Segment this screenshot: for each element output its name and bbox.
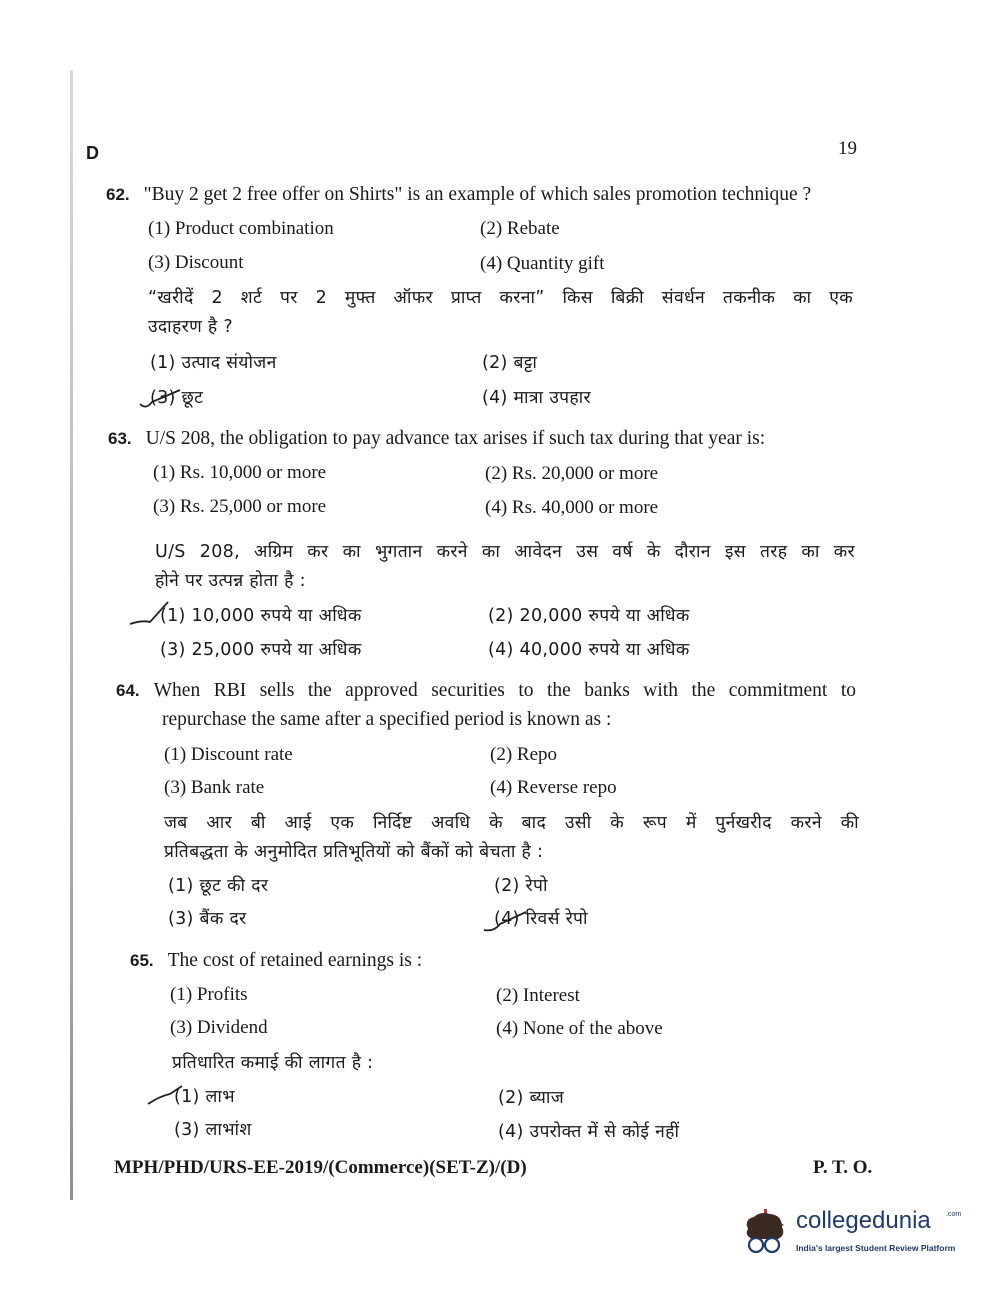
option-en-2: (2) Interest	[496, 985, 580, 1006]
option-hi-2: (2) 20,000 रुपये या अधिक	[488, 606, 690, 626]
question-text-hi-line2: होने पर उत्पन्न होता है :	[155, 571, 306, 591]
option-en-3: (3) Dividend	[170, 1017, 268, 1038]
tick-mark-icon	[136, 384, 186, 414]
option-hi-2: (2) बट्टा	[482, 353, 538, 373]
question-number: 65.	[130, 951, 154, 970]
question-text-hi-line1: “खरीदें 2 शर्ट पर 2 मुफ्त ऑफर प्राप्त करना” किस बिक्री संवर्धन तकनीक का एक	[148, 288, 853, 308]
question-text-en: U/S 208, the obligation to pay advance tax arises if such tax during that year is:	[145, 428, 766, 449]
question-text-hi-line2: उदाहरण है ?	[148, 317, 233, 337]
question-text-hi-line1: U/S 208, अग्रिम कर का भुगतान करने का आवेदन उस वर्ष के दौरान इस तरह का कर	[155, 542, 855, 562]
tick-mark-icon	[128, 598, 178, 632]
question-text-en-line1: When RBI sells the approved securities to the banks with the commitment to	[153, 680, 856, 701]
option-en-2: (2) Rs. 20,000 or more	[485, 463, 659, 484]
question-text-en: "Buy 2 get 2 free offer on Shirts" is an example of which sales promotion technique ?	[143, 184, 812, 205]
option-en-3: (3) Discount	[148, 252, 244, 273]
question-text-hi-line1: जब आर बी आई एक निर्दिष्ट अवधि के बाद उसी के रूप में पुर्नखरीद करने की	[164, 813, 859, 833]
option-en-3: (3) Bank rate	[164, 777, 265, 798]
option-en-3: (3) Rs. 25,000 or more	[153, 496, 327, 517]
footer-paper-code: MPH/PHD/URS-EE-2019/(Commerce)(SET-Z)/(D)	[114, 1157, 527, 1178]
mascot-icon	[738, 1205, 792, 1257]
option-hi-1: (1) छूट की दर	[168, 876, 269, 896]
question-number: 64.	[116, 681, 140, 700]
option-hi-2: (2) ब्याज	[498, 1088, 564, 1108]
option-hi-1: (1) लाभ	[174, 1087, 235, 1107]
set-letter: D	[86, 143, 99, 163]
option-hi-4: (4) उपरोक्त में से कोई नहीं	[498, 1122, 680, 1142]
option-hi-4: (4) रिवर्स रेपो	[494, 909, 588, 929]
option-hi-3: (3) बैंक दर	[168, 909, 247, 929]
brand-tagline: India's largest Student Review Platform	[796, 1243, 956, 1253]
option-en-4: (4) Reverse repo	[490, 777, 617, 798]
question-number: 62.	[106, 185, 130, 204]
option-hi-1: (1) 10,000 रुपये या अधिक	[160, 606, 362, 626]
option-hi-4: (4) 40,000 रुपये या अधिक	[488, 640, 690, 660]
option-hi-2: (2) रेपो	[494, 876, 548, 896]
option-hi-1: (1) उत्पाद संयोजन	[150, 353, 277, 373]
question-text-hi-line2: प्रतिबद्धता के अनुमोदित प्रतिभूतियों को बैंकों को बेचता है :	[164, 842, 544, 862]
collegedunia-watermark	[738, 1203, 963, 1261]
brand-suffix: .com	[946, 1211, 962, 1218]
option-en-1: (1) Discount rate	[164, 744, 293, 765]
option-hi-4: (4) मात्रा उपहार	[482, 388, 591, 408]
footer-pto: P. T. O.	[813, 1157, 873, 1178]
question-text-en: The cost of retained earnings is :	[167, 950, 423, 971]
option-hi-3: (3) लाभांश	[174, 1120, 252, 1140]
option-en-1: (1) Product combination	[148, 218, 334, 239]
option-en-2: (2) Rebate	[480, 218, 560, 239]
tick-mark-icon	[482, 906, 530, 936]
option-en-4: (4) Quantity gift	[480, 253, 605, 274]
option-hi-3: (3) 25,000 रुपये या अधिक	[160, 640, 362, 660]
option-en-4: (4) None of the above	[496, 1018, 663, 1039]
question-text-hi-line1: प्रतिधारित कमाई की लागत है :	[172, 1053, 374, 1073]
option-en-4: (4) Rs. 40,000 or more	[485, 497, 659, 518]
tick-mark-icon	[146, 1082, 190, 1108]
page-number: 19	[838, 138, 857, 159]
question-number: 63.	[108, 429, 132, 448]
option-en-2: (2) Repo	[490, 744, 558, 765]
scan-edge	[70, 70, 73, 1200]
option-en-1: (1) Rs. 10,000 or more	[153, 462, 327, 483]
option-hi-3: (3) छूट	[150, 388, 204, 408]
brand-name: collegedunia	[796, 1207, 931, 1234]
question-text-en-line2: repurchase the same after a specified period is known as :	[162, 709, 612, 730]
option-en-1: (1) Profits	[170, 984, 248, 1005]
